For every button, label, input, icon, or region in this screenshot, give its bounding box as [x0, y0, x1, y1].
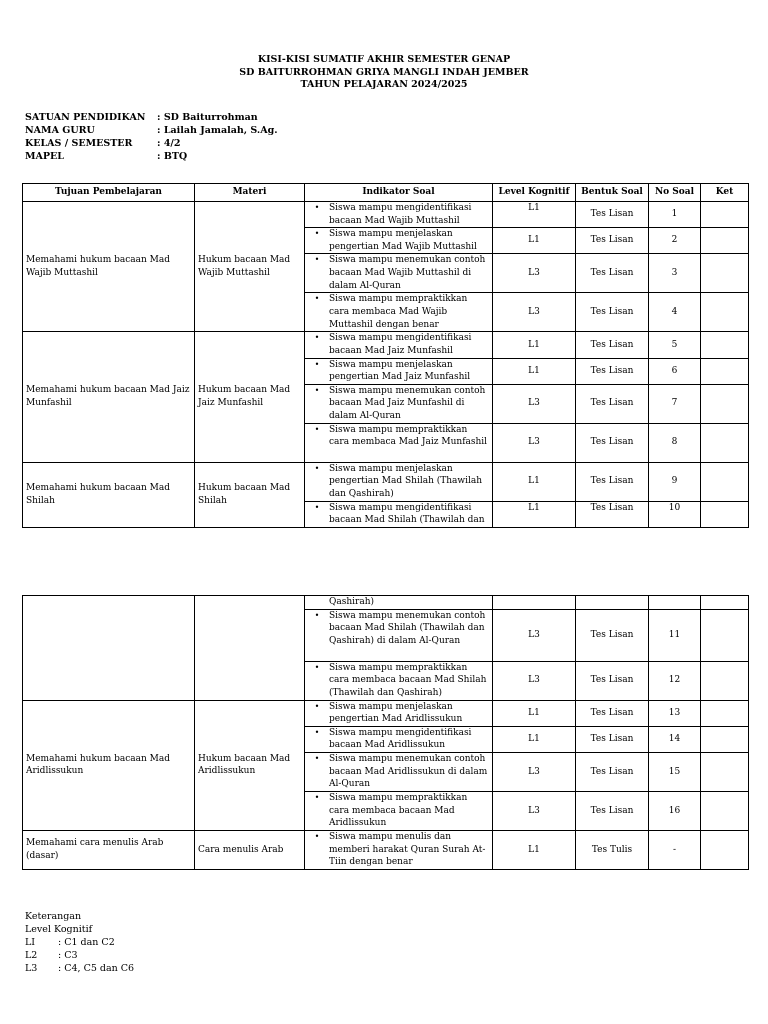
cell-tujuan: Memahami hukum bacaan Mad Shilah: [23, 462, 195, 527]
col-header-bentuk: Bentuk Soal: [576, 184, 649, 202]
indikator-text: Qashirah): [329, 597, 375, 607]
keterangan-item: [25, 962, 325, 975]
keterangan-title: Keterangan: [25, 911, 82, 922]
bullet-icon: •: [314, 359, 320, 369]
meta-value: : Lailah Jamalah, S.Ag.: [157, 125, 278, 136]
cell-indikator: [305, 661, 493, 700]
cell-ket: [701, 726, 749, 752]
keterangan-item: [25, 936, 325, 949]
cell-bentuk: Tes Lisan: [576, 293, 649, 332]
bullet-icon: •: [314, 463, 320, 473]
cell-materi: Hukum bacaan Mad Jaiz Munfashil: [195, 332, 305, 462]
bullet-icon: •: [314, 255, 320, 265]
indikator-item: [305, 254, 489, 292]
cell-ket: [701, 596, 749, 610]
bullet-icon: •: [314, 610, 320, 620]
cell-bentuk: Tes Lisan: [576, 202, 649, 228]
cell-tujuan: Memahami hukum bacaan Mad Wajib Muttashil: [23, 202, 195, 332]
cell-ket: [701, 332, 749, 358]
cell-ket: [701, 293, 749, 332]
keterangan-desc: : C3: [58, 950, 78, 961]
cell-indikator: [305, 609, 493, 661]
indikator-item: [305, 463, 489, 501]
cell-level: L1: [493, 202, 576, 228]
indikator-text: Siswa mampu menemukan contoh bacaan Mad Wajib Muttashil di dalam Al-Quran: [329, 255, 486, 291]
keterangan-level: LI: [25, 937, 36, 948]
cell-indikator: [305, 501, 493, 527]
cell-no-soal: 6: [649, 358, 701, 384]
cell-bentuk: Tes Lisan: [576, 423, 649, 462]
cell-bentuk: Tes Lisan: [576, 661, 649, 700]
cell-level: L1: [493, 358, 576, 384]
cell-level: L3: [493, 609, 576, 661]
meta-value: : BTQ: [157, 151, 188, 162]
indikator-text: Siswa mampu mempraktikkan cara membaca Mad Wajib Muttashil dengan benar: [329, 294, 468, 330]
cell-indikator: [305, 254, 493, 293]
table-row: [23, 462, 749, 501]
col-header-materi: Materi: [195, 184, 305, 202]
bullet-icon: •: [314, 424, 320, 434]
indikator-text: Siswa mampu mengidentifikasi bacaan Mad Wajib Muttashil: [329, 203, 472, 226]
indikator-item: [305, 202, 489, 227]
cell-indikator: [305, 752, 493, 791]
col-header-no: No Soal: [649, 184, 701, 202]
cell-no-soal: 12: [649, 661, 701, 700]
indikator-item: [305, 502, 489, 527]
col-header-level: Level Kognitif: [493, 184, 576, 202]
cell-no-soal: 15: [649, 752, 701, 791]
cell-bentuk: Tes Lisan: [576, 254, 649, 293]
indikator-text: Siswa mampu menemukan contoh bacaan Mad Jaiz Munfashil di dalam Al-Quran: [329, 385, 486, 421]
indikator-text: Siswa mampu menemukan contoh bacaan Mad Shilah (Thawilah dan Qashirah) di dalam Al-Quran: [329, 610, 486, 646]
bullet-icon: •: [314, 385, 320, 395]
cell-ket: [701, 462, 749, 501]
indikator-item: [305, 359, 489, 384]
cell-no-soal: 1: [649, 202, 701, 228]
cell-materi: [195, 596, 305, 701]
cell-bentuk: Tes Lisan: [576, 726, 649, 752]
cell-materi: Cara menulis Arab: [195, 830, 305, 869]
meta-label: MAPEL: [25, 151, 64, 162]
cell-no-soal: 2: [649, 228, 701, 254]
cell-ket: [701, 254, 749, 293]
cell-bentuk: Tes Lisan: [576, 609, 649, 661]
cell-level: L3: [493, 384, 576, 423]
keterangan-desc: : C4, C5 dan C6: [58, 963, 135, 974]
meta-value: : 4/2: [157, 138, 181, 149]
indikator-text: Siswa mampu menjelaskan pengertian Mad Shilah (Thawilah dan Qashirah): [329, 463, 483, 499]
cell-ket: [701, 202, 749, 228]
cell-indikator: [305, 596, 493, 610]
cell-no-soal: 13: [649, 700, 701, 726]
col-header-ket: Ket: [701, 184, 749, 202]
cell-no-soal: [649, 596, 701, 610]
cell-no-soal: 11: [649, 609, 701, 661]
cell-indikator: [305, 726, 493, 752]
indikator-item: [305, 332, 489, 357]
cell-level: L1: [493, 332, 576, 358]
cell-bentuk: Tes Lisan: [576, 384, 649, 423]
cell-level: L3: [493, 752, 576, 791]
cell-no-soal: 3: [649, 254, 701, 293]
cell-bentuk: [576, 596, 649, 610]
cell-no-soal: -: [649, 830, 701, 869]
cell-no-soal: 8: [649, 423, 701, 462]
keterangan-item: [25, 949, 325, 962]
cell-level: L3: [493, 423, 576, 462]
bullet-icon: •: [314, 701, 320, 711]
table-row: [23, 332, 749, 358]
meta-value: : SD Baiturrohman: [157, 112, 258, 123]
cell-no-soal: 9: [649, 462, 701, 501]
cell-materi: Hukum bacaan Mad Shilah: [195, 462, 305, 527]
indikator-text: Siswa mampu mempraktikkan cara membaca Mad Jaiz Munfashil: [329, 424, 488, 448]
indikator-text: Siswa mampu mengidentifikasi bacaan Mad Shilah (Thawilah dan: [329, 502, 485, 526]
keterangan-subtitle: Level Kognitif: [25, 924, 93, 935]
cell-bentuk: Tes Lisan: [576, 332, 649, 358]
table-header-row: [23, 184, 749, 202]
bullet-icon: •: [314, 502, 320, 512]
cell-indikator: [305, 423, 493, 462]
cell-indikator: [305, 700, 493, 726]
cell-indikator: [305, 791, 493, 830]
cell-ket: [701, 609, 749, 661]
cell-level: L1: [493, 830, 576, 869]
cell-ket: [701, 384, 749, 423]
indikator-item: [305, 792, 489, 830]
cell-materi: Hukum bacaan Mad Aridlissukun: [195, 700, 305, 830]
indikator-item: [305, 424, 489, 449]
indikator-item: [305, 727, 489, 752]
cell-level: L3: [493, 661, 576, 700]
cell-indikator: [305, 332, 493, 358]
indikator-text: Siswa mampu menulis dan memberi harakat Quran Surah At-Tiin dengan benar: [329, 831, 486, 868]
cell-indikator: [305, 384, 493, 423]
cell-tujuan: [23, 596, 195, 701]
cell-ket: [701, 423, 749, 462]
cell-ket: [701, 358, 749, 384]
bullet-icon: [305, 596, 329, 609]
meta-row: [25, 138, 425, 151]
cell-bentuk: Tes Lisan: [576, 228, 649, 254]
cell-level: L1: [493, 501, 576, 527]
cell-bentuk: Tes Lisan: [576, 700, 649, 726]
doc-title-line3: TAHUN PELAJARAN 2024/2025: [300, 79, 468, 90]
cell-level: L3: [493, 791, 576, 830]
table-row: [23, 700, 749, 726]
indikator-text: Siswa mampu mempraktikkan cara membaca bacaan Mad Shilah (Thawilah dan Qashirah): [329, 662, 487, 698]
meta-row: [25, 125, 425, 138]
indikator-item: [305, 385, 489, 423]
bullet-icon: •: [314, 203, 320, 212]
cell-level: L1: [493, 228, 576, 254]
cell-level: L1: [493, 462, 576, 501]
cell-materi: Hukum bacaan Mad Wajib Muttashil: [195, 202, 305, 332]
bullet-icon: •: [314, 753, 320, 763]
cell-bentuk: Tes Lisan: [576, 501, 649, 527]
cell-bentuk: Tes Tulis: [576, 830, 649, 869]
bullet-icon: •: [314, 294, 320, 304]
keterangan-desc: : C1 dan C2: [58, 937, 115, 948]
meta-label: KELAS / SEMESTER: [25, 138, 133, 149]
doc-title-line2: SD BAITURROHMAN GRIYA MANGLI INDAH JEMBER: [239, 67, 529, 78]
cell-tujuan: Memahami hukum bacaan Mad Aridlissukun: [23, 700, 195, 830]
cell-no-soal: 16: [649, 791, 701, 830]
meta-block: [25, 112, 425, 164]
cell-no-soal: 14: [649, 726, 701, 752]
indikator-item: [305, 701, 489, 726]
col-header-tujuan: Tujuan Pembelajaran: [23, 184, 195, 202]
keterangan-block: [25, 910, 325, 975]
keterangan-level: L2: [25, 950, 38, 961]
kisi-kisi-table-page2: [22, 595, 749, 870]
table-row: [23, 596, 749, 610]
cell-no-soal: 5: [649, 332, 701, 358]
cell-ket: [701, 661, 749, 700]
meta-label: SATUAN PENDIDIKAN: [25, 112, 146, 123]
cell-no-soal: 7: [649, 384, 701, 423]
kisi-kisi-table-page1: [22, 183, 749, 528]
cell-no-soal: 4: [649, 293, 701, 332]
col-header-indikator: Indikator Soal: [305, 184, 493, 202]
cell-bentuk: Tes Lisan: [576, 791, 649, 830]
cell-indikator: [305, 293, 493, 332]
indikator-text: Siswa mampu menemukan contoh bacaan Mad Aridlissukun di dalam Al-Quran: [329, 753, 488, 790]
cell-ket: [701, 830, 749, 869]
indikator-item: [305, 610, 489, 648]
cell-ket: [701, 752, 749, 791]
bullet-icon: •: [314, 727, 320, 737]
cell-level: L1: [493, 700, 576, 726]
indikator-text: Siswa mampu menjelaskan pengertian Mad Jaiz Munfashil: [329, 359, 471, 383]
bullet-icon: •: [314, 229, 320, 239]
cell-tujuan: Memahami cara menulis Arab (dasar): [23, 830, 195, 869]
cell-ket: [701, 791, 749, 830]
indikator-text: Siswa mampu mengidentifikasi bacaan Mad Aridlissukun: [329, 727, 472, 751]
cell-indikator: [305, 202, 493, 228]
bullet-icon: •: [314, 662, 320, 672]
cell-indikator: [305, 228, 493, 254]
keterangan-level: L3: [25, 963, 38, 974]
cell-level: L3: [493, 254, 576, 293]
cell-tujuan: Memahami hukum bacaan Mad Jaiz Munfashil: [23, 332, 195, 462]
cell-indikator: [305, 462, 493, 501]
table-row: [23, 202, 749, 228]
cell-level: L1: [493, 726, 576, 752]
indikator-item: [305, 831, 489, 869]
cell-level: L3: [493, 293, 576, 332]
cell-bentuk: Tes Lisan: [576, 752, 649, 791]
indikator-item: [305, 228, 489, 253]
cell-bentuk: Tes Lisan: [576, 462, 649, 501]
cell-ket: [701, 228, 749, 254]
bullet-icon: •: [314, 792, 320, 802]
cell-ket: [701, 700, 749, 726]
indikator-text: Siswa mampu mempraktikkan cara membaca bacaan Mad Aridlissukun: [329, 792, 468, 829]
indikator-text: Siswa mampu mengidentifikasi bacaan Mad Jaiz Munfashil: [329, 333, 472, 356]
cell-no-soal: 10: [649, 501, 701, 527]
doc-title-line1: KISI-KISI SUMATIF AKHIR SEMESTER GENAP: [257, 54, 511, 65]
indikator-item: [305, 293, 489, 331]
indikator-text: Siswa mampu menjelaskan pengertian Mad Wajib Muttashil: [329, 229, 477, 252]
cell-indikator: [305, 358, 493, 384]
cell-level: [493, 596, 576, 610]
table-row: [23, 830, 749, 869]
indikator-item: [305, 596, 489, 609]
indikator-item: [305, 662, 489, 700]
meta-row: [25, 151, 425, 164]
bullet-icon: •: [314, 333, 320, 343]
cell-bentuk: Tes Lisan: [576, 358, 649, 384]
cell-indikator: [305, 830, 493, 869]
cell-ket: [701, 501, 749, 527]
indikator-text: Siswa mampu menjelaskan pengertian Mad Aridlissukun: [329, 701, 463, 725]
indikator-item: [305, 753, 489, 791]
meta-row: [25, 112, 425, 125]
meta-label: NAMA GURU: [25, 125, 95, 136]
bullet-icon: •: [314, 831, 320, 841]
